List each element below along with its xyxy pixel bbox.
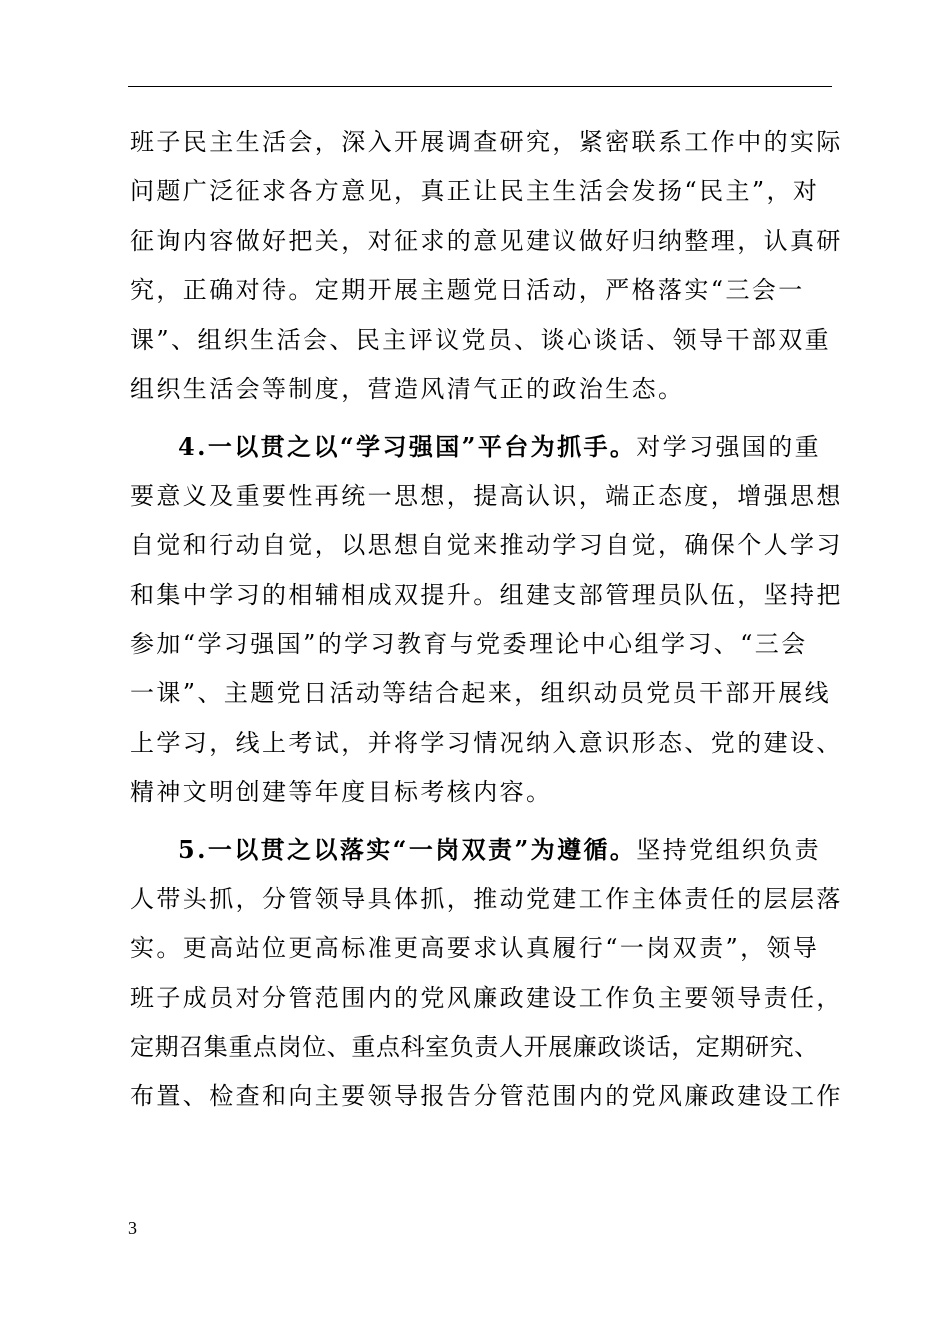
section-heading-4: 4.一以贯之以“学习强国”平台为抓手。: [178, 432, 637, 462]
paragraph-line: 课”、组织生活会、民主评议党员、谈心谈话、领导干部双重: [130, 325, 832, 354]
paragraph-line: 定期召集重点岗位、重点科室负责人开展廉政谈话，定期研究、: [130, 1033, 819, 1062]
paragraph-line: 问题广泛征求各方意见，真正让民主生活会发扬“民主”，对: [130, 177, 820, 206]
paragraph-line: 要意义及重要性再统一思想，提高认识，端正态度，增强思想: [130, 481, 843, 510]
header-rule: [128, 86, 832, 87]
paragraph-line: 人带头抓，分管领导具体抓，推动党建工作主体责任的层层落: [130, 884, 843, 913]
paragraph-2: [130, 422, 842, 817]
paragraph-line: 一课”、主题党日活动等结合起来，组织动员党员干部开展线: [130, 679, 832, 708]
paragraph-line-rest: 对学习强国的重: [636, 433, 822, 462]
paragraph-3: [130, 825, 842, 1121]
paragraph-first-line: [130, 422, 842, 471]
paragraph-line: 自觉和行动自觉，以思想自觉来推动学习自觉，确保个人学习: [130, 531, 843, 560]
paragraph-line: 组织生活会等制度，营造风清气正的政治生态。: [130, 374, 685, 403]
paragraph-line-rest: 坚持党组织负责: [636, 836, 822, 865]
section-heading-5: 5.一以贯之以落实“一岗双责”为遵循。: [178, 835, 637, 865]
paragraph-line: 布置、检查和向主要领导报告分管范围内的党风廉政建设工作: [130, 1082, 843, 1111]
paragraph-line: 实。更高站位更高标准更高要求认真履行“一岗双责”，领导: [130, 934, 820, 963]
page-number: 3: [128, 1218, 137, 1238]
paragraph-line: 和集中学习的相辅相成双提升。组建支部管理员队伍，坚持把: [130, 580, 843, 609]
paragraph-line: 参加“学习强国”的学习教育与党委理论中心组学习、“三会: [130, 629, 808, 658]
paragraph-1: [130, 118, 842, 414]
paragraph-line: 征询内容做好把关，对征求的意见建议做好归纳整理，认真研: [130, 226, 843, 255]
paragraph-line: 上学习，线上考试，并将学习情况纳入意识形态、党的建设、: [130, 728, 843, 757]
document-body: [130, 118, 842, 1122]
paragraph-line: 班子民主生活会，深入开展调查研究，紧密联系工作中的实际: [130, 128, 843, 156]
paragraph-line: 究，正确对待。定期开展主题党日活动，严格落实“三会一: [130, 276, 805, 305]
paragraph-first-line: [130, 825, 842, 874]
paragraph-line: 班子成员对分管范围内的党风廉政建设工作负主要领导责任，: [130, 983, 843, 1012]
paragraph-line: 精神文明创建等年度目标考核内容。: [130, 778, 553, 807]
